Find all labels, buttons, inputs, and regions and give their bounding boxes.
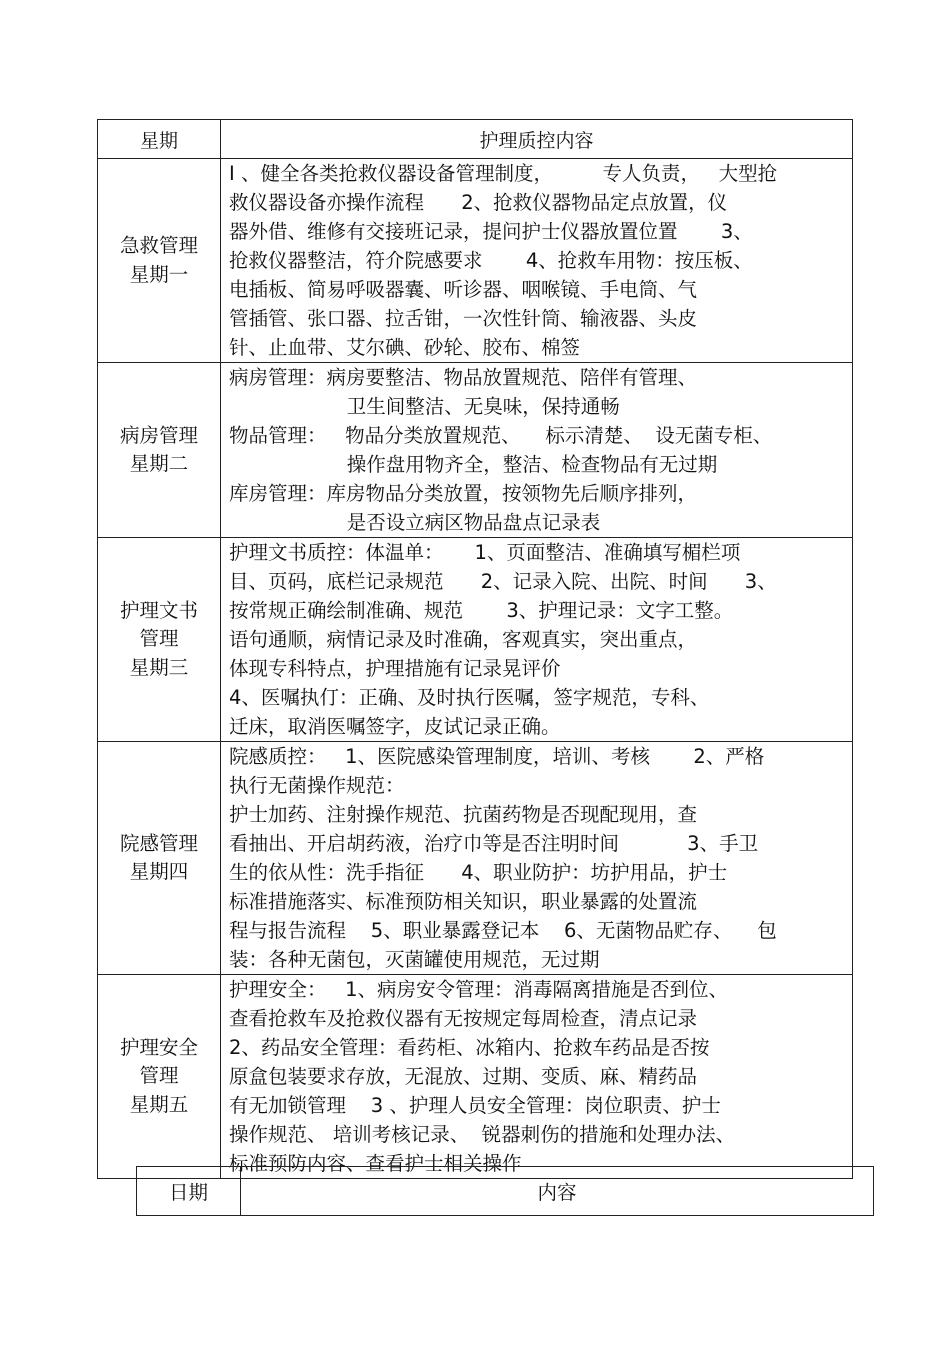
day-label-line: 护理文书: [119, 598, 198, 622]
day-label-line: 管理: [139, 1064, 179, 1088]
day-label-line: 病房管理: [119, 423, 198, 447]
day-label-line: 星期五: [129, 1092, 189, 1116]
content-line: 4、医嘱执仃：正确、及时执行医嘱，签字规范，专科、: [229, 686, 710, 709]
content-line: 迁床，取消医嘱签字，皮试记录正确。: [229, 715, 561, 738]
content-line: 电插板、简易呼吸器囊、听诊器、咽喉镜、手电筒、气: [229, 278, 698, 301]
content-line: 库房管理：库房物品分类放置，按领物先后顺序排列，: [229, 482, 698, 505]
day-label-line: 管理: [139, 627, 179, 651]
day-label-line: 院感管理: [119, 831, 198, 855]
table-row: [98, 975, 853, 1179]
content-line: 看抽出、开启胡药液，治疗巾等是否注明时间 3、手卫: [229, 832, 759, 855]
table-row: [98, 742, 853, 975]
day-label-line: 护理安全: [119, 1035, 198, 1059]
content-line: 操作规范、 培训考核记录、 锐器刺伤的措施和处理办法、: [229, 1123, 736, 1146]
content-line: 标准预防内容、查看护士相关操作: [229, 1152, 522, 1175]
header-date: 日期: [137, 1167, 241, 1216]
content-line: 有无加锁管理 3 、护理人员安全管理：岗位职责、护士: [229, 1094, 721, 1117]
row-content-cell: [221, 538, 853, 742]
content-line: 针、止血带、艾尔碘、砂轮、胶布、棉签: [229, 336, 581, 359]
row-day-cell: [98, 742, 221, 975]
content-line: 物品管理： 物品分类放置规范、 标示清楚、 设无菌专柜、: [229, 424, 773, 447]
day-label-line: 星期二: [129, 452, 189, 475]
content-line: 器外借、维修有交接班记录，提问护士仪器放置位置 3、: [229, 220, 753, 243]
day-label-line: 急救管理: [119, 234, 198, 257]
header-weekday: 星期: [98, 120, 221, 159]
content-line: 标准措施落实、标准预防相关知识，职业暴露的处置流: [229, 890, 698, 913]
content-line: 是否设立病区物品盘点记录表: [229, 511, 601, 534]
content-line: 卫生间整洁、无臭味，保持通畅: [229, 395, 620, 418]
row-content-cell: [221, 159, 853, 363]
content-line: 生的依从性：洗手指征 4、职业防护：坊护用品，护士: [229, 861, 728, 884]
date-table-header-row: [137, 1167, 874, 1216]
content-line: 护士加药、注射操作规范、抗菌药物是否现配现用，查: [229, 803, 698, 826]
content-line: I 、健全各类抢救仪器设备管理制度， 专人负责， 大型抢: [229, 162, 778, 185]
content-line: 2、药品安全管理：看药柜、冰箱内、抢救车药品是否按: [229, 1036, 710, 1059]
table-row: [98, 159, 853, 363]
content-line: 程与报告流程 5、职业暴露登记本 6、无菌物品贮存、 包: [229, 919, 777, 942]
header-date-content: 内容: [241, 1167, 874, 1216]
row-day-cell: [98, 159, 221, 363]
row-content-cell: [221, 975, 853, 1179]
content-line: 病房管理：病房要整洁、物品放置规范、陪伴有管理、: [229, 366, 698, 389]
row-content-cell: [221, 742, 853, 975]
day-label-line: 星期四: [129, 860, 189, 883]
content-line: 护理文书质控：体温单： 1、页面整洁、准确填写楣栏项: [229, 541, 741, 564]
content-line: 查看抢救车及抢救仪器有无按规定每周检查，清点记录: [229, 1007, 698, 1030]
content-line: 目、页码，底栏记录规范 2、记录入院、出院、时间 3、: [229, 570, 777, 593]
content-line: 按常规正确绘制准确、规范 3、护理记录：文字工整。: [229, 599, 734, 622]
content-line: 院感质控： 1、医院感染管理制度，培训、考核 2、严格: [229, 745, 765, 768]
row-content-cell: [221, 363, 853, 538]
content-line: 管插管、张口器、拉舌钳，一次性针筒、输液器、头皮: [229, 307, 698, 330]
content-line: 执行无菌操作规范：: [229, 774, 405, 797]
table-row: [98, 538, 853, 742]
content-line: 语句通顺，病情记录及时准确，客观真实，突出重点，: [229, 628, 698, 651]
content-line: 操作盘用物齐全，整洁、检查物品有无过期: [229, 453, 718, 476]
header-content: 护理质控内容: [221, 120, 853, 159]
content-line: 护理安全： 1、病房安令管理：消毒隔离措施是否到位、: [229, 978, 729, 1001]
content-line: 抢救仪器整洁，符介院感要求 4、抢救车用物：按压板、: [229, 249, 753, 272]
table-header-row: [98, 120, 853, 159]
date-content-table: [136, 1166, 874, 1216]
row-day-cell: [98, 975, 221, 1179]
row-day-cell: [98, 363, 221, 538]
day-label-line: 星期三: [129, 655, 189, 679]
content-line: 原盒包装要求存放，无混放、过期、变质、麻、精药品: [229, 1065, 698, 1088]
quality-control-table: [97, 119, 853, 1179]
content-line: 救仪器设备亦操作流程 2、抢救仪器物品定点放置，仪: [229, 191, 728, 214]
row-day-cell: [98, 538, 221, 742]
content-line: 装：各种无菌包，灭菌罐使用规范，无过期: [229, 948, 600, 971]
content-line: 体现专科特点，护理措施有记录晃评价: [229, 657, 561, 680]
table-row: [98, 363, 853, 538]
day-label-line: 星期一: [129, 262, 189, 286]
